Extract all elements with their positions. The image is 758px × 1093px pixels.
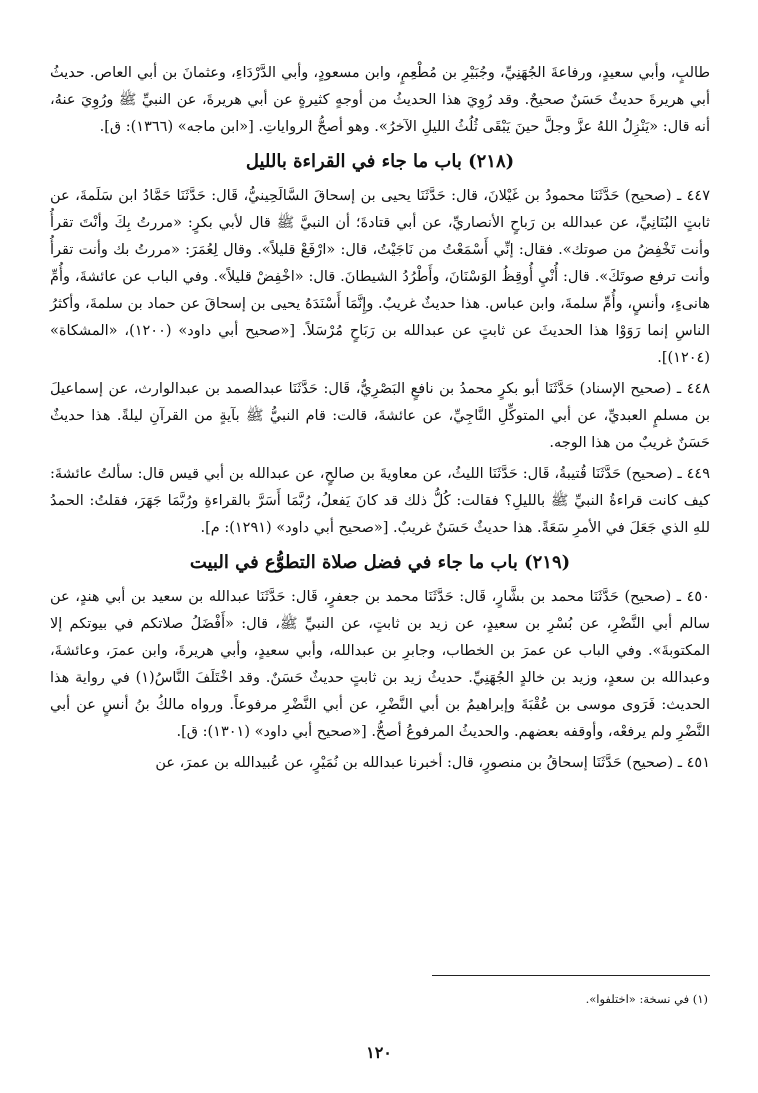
continuation-paragraph: طالبٍ، وأبي سعيدٍ، ورفاعةَ الجُهَنِيِّ، وجُبَيْرِ بن مُطْعِمٍ، وابن مسعودٍ، وأبي الدَّرْدَاءِ، وعثمانَ بن أبي العاص. حديثُ أبي هريرةَ حديثٌ حَسَنٌ صحيحٌ. وقد رُوِيَ هذا الحديثُ من أوجهٍ كثيرةٍ عن أبي هريرةَ، عن النبيِّ ﷺ ورُوِيَ عنهُ، أنه قال: «يَنْزِلُ اللهُ عزَّ وجلَّ حينَ يَبْقَى ثُلُثُ الليلِ الآخرُ». وهو أصحُّ الرواياتِ. [«ابن ماجه» (١٣٦٦): ق]. (50, 65, 710, 135)
chapter-heading-218: (٢١٨) باب ما جاء في القراءة بالليل (245, 151, 515, 172)
hadith-447: ٤٤٧ ـ (صحيح) حَدَّثَنَا محمودُ بن غَيْلانَ، قال: حَدَّثَنَا يحيى بن إسحاقَ السَّالَحِينيُّ، قَال: حَدَّثَنَا حَمَّادُ ابن سَلَمةَ، عن ثابتٍ البُنَانِيِّ، عن عبدالله بن رَباحٍ الأنصاريِّ، عن أبي قتادةَ؛ أن النبيَّ ﷺ قال لأبي بكرٍ: «مررتُ بِكَ وأنْتَ تقرأُ وأنت تَخْفِضُ من صوتك». فقال: إنِّي أَسْمَعْتُ من نَاجَيْتُ، قال: «ارْفَعْ قليلاً». وقال لِعُمَرَ: «مررتُ بك وأنت تقرأُ وأنت ترفع صوتَكَ». قال: أُنْيِ أُوقِظُ الوَسْنَانَ، وأَطْرُدُ الشيطانَ. قال: «اخْفِضْ قليلاً». وفي الباب عن عائشةَ، وأُمِّ هانىءٍ، وأنسٍ، وأُمِّ سلمةَ، وابن عباس. هذا حديثٌ غريبٌ. وإِنَّمَا أَسْنَدَهُ يحيى بن إسحاقَ عن حماد بن سلمةَ، وأكثرُ الناسِ إنما رَوَوْا هذا الحديثَ عن ثابتٍ عن عبدالله بن رَبَاحٍ مُرْسَلاً. [«صحيح أبي داود» (١٢٠٠)، «المشكاة» (١٢٠٤)]. (50, 188, 710, 366)
chapter-heading-219: (٢١٩) باب ما جاء في فضل صلاة التطوُّع في البيت (189, 552, 571, 573)
footnote: (١) في نسخة: «اختلفوا». (585, 992, 708, 1006)
page-body (50, 60, 710, 781)
hadith-448: ٤٤٨ ـ (صحيح الإسناد) حَدَّثَنَا أبو بكرٍ محمدُ بن نافعٍ البَصْرِيُّ، قَال: حَدَّثَنَا عبدالصمد بن عبدالوارث، عن إسماعيلَ بن مسلمٍ العبديِّ، عن أبي المتوكِّلِ النَّاجِيِّ، عن عائشةَ، قالت: قام النبيُّ ﷺ بآيةٍ من القرآنِ ليلةً. هذا حديثٌ حَسَنٌ غريبٌ من هذا الوجه. (50, 381, 710, 451)
hadith-450: ٤٥٠ ـ (صحيح) حَدَّثَنَا محمد بن بشَّارٍ، قَال: حَدَّثَنَا محمد بن جعفرٍ، قَال: حَدَّثَنَا عبدالله بن سعيد بن أبي هندٍ، عن سالم أبي النَّضْرِ، عن بُسْرِ بن سعيدٍ، عن زيد بن ثابتٍ، عن النبيِّ ﷺ، قال: «أَفْضَلُ صلاتكم في بيوتكم إلا المكتوبةَ». وفي الباب عن عمرَ بن الخطاب، وجابرِ بن عبدالله، وأبي سعيدٍ، وأبي هريرةَ، وابن عمرَ، وعائشةَ، وعبدالله بن سعدٍ، وزيد بن خالدٍ الجُهَنِيِّ. حديثُ زيد بن ثابتٍ حديثٌ حَسَنٌ. وقد اخْتَلَفَ النَّاسُ(١) في رواية هذا الحديث: فَرَوى موسى بن عُقْبَةَ وإبراهيمُ بن أبي النَّضْرِ، عن أبي النَّضْرِ مرفوعاً. ورواه مالكُ بنُ أنسٍ عن أبي النَّضْرِ ولم يرفعْه، وأوقفه بعضهم. والحديثُ المرفوعُ أصحُّ. [«صحيح أبي داود» (١٣٠١): ق]. (50, 589, 711, 740)
hadith-451: ٤٥١ ـ (صحيح) حَدَّثَنَا إسحاقُ بن منصورٍ، قال: أخبرنا عبدالله بن نُمَيْرٍ، عن عُبيدالله بن عمرَ، عن (155, 755, 710, 771)
hadith-449: ٤٤٩ ـ (صحيح) حَدَّثَنَا قُتيبةُ، قَال: حَدَّثَنَا الليثُ، عن معاويةَ بن صالحٍ، عن عبدالله بن أبي قيس قال: سألتُ عائشةَ: كيف كانت قراءةُ النبيِّ ﷺ بالليلِ؟ فقالت: كُلُّ ذلك قد كانَ يَفعلُ، رُبَّمَا أَسَرَّ بالقراءةِ ورُبَّمَا جَهَرَ، فقلتُ: الحمدُ للهِ الذي جَعَلَ في الأمرِ سَعَةً. هذا حديثٌ حَسَنٌ غريبٌ. [«صحيح أبي داود» (١٢٩١): م]. (50, 466, 710, 536)
page-number: ١٢٠ (366, 1043, 392, 1062)
footnote-divider (432, 975, 710, 976)
